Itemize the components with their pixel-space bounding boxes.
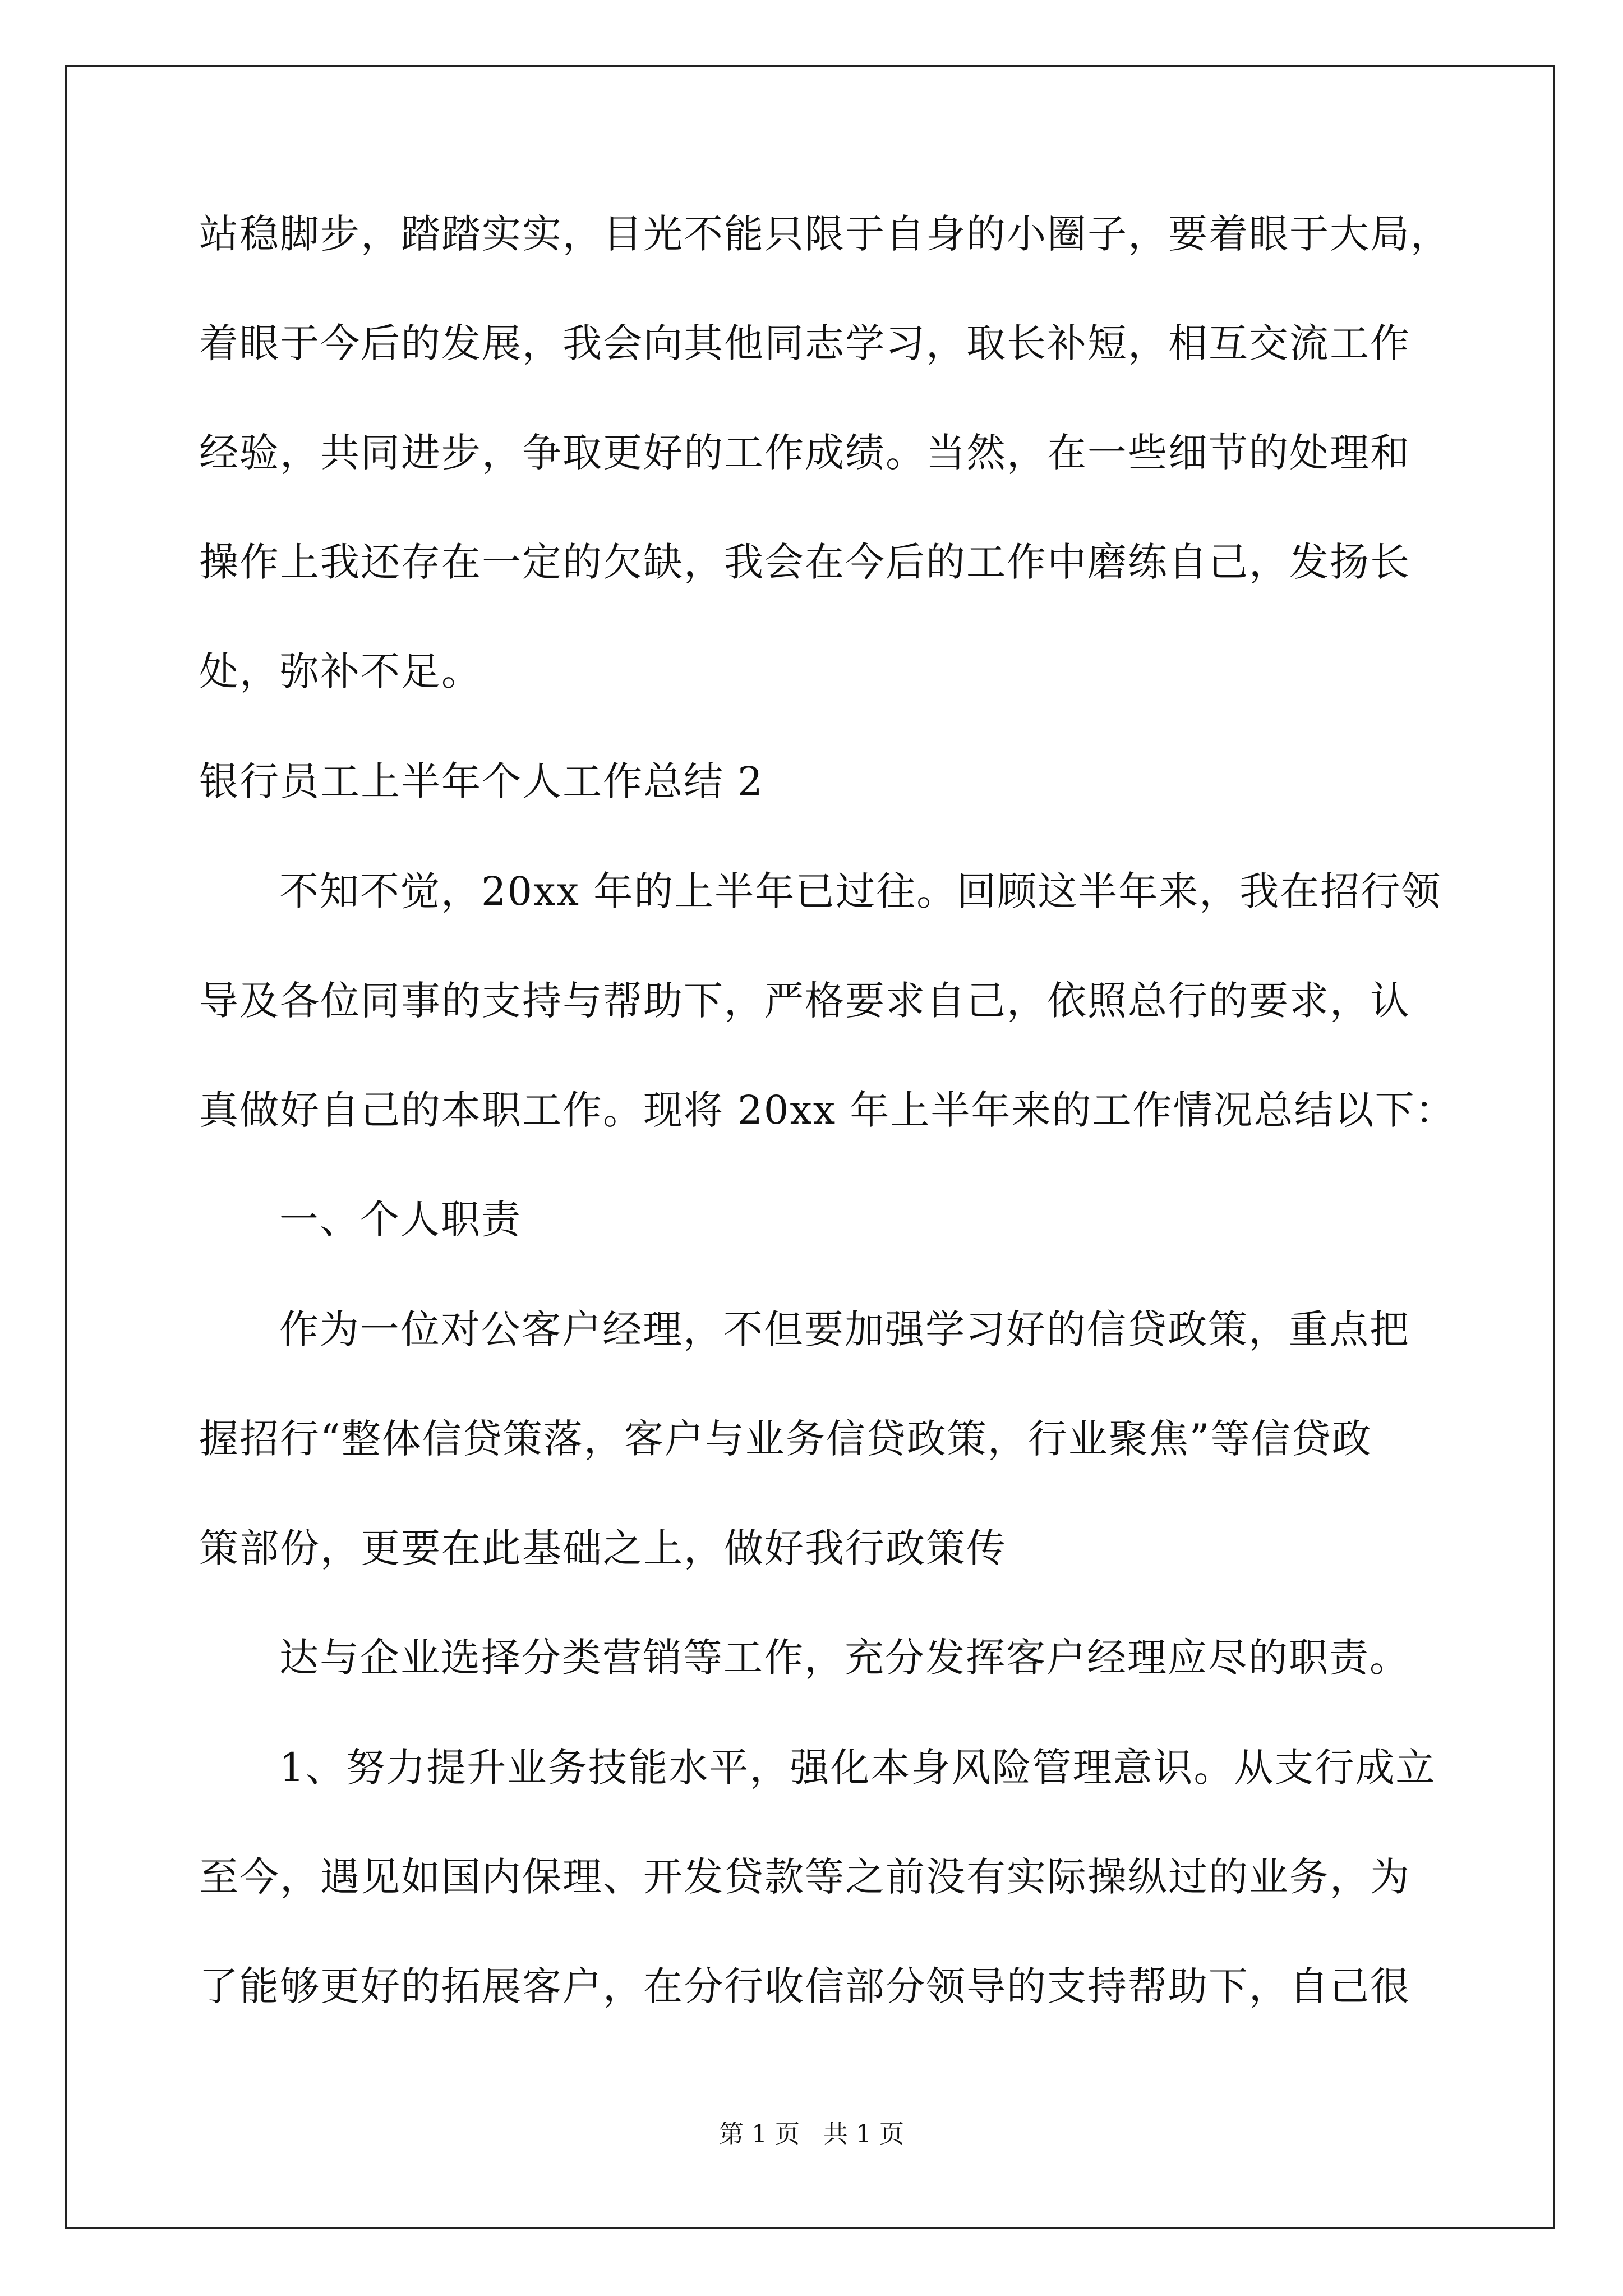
paragraph-line: 作为一位对公客户经理，不但要加强学习好的信贷政策，重点把 — [279, 1306, 1410, 1352]
paragraph-line: 达与企业选择分类营销等工作，充分发挥客户经理应尽的职责。 — [279, 1635, 1410, 1681]
paragraph-line: 导及各位同事的支持与帮助下，严格要求自己，依照总行的要求，认 — [199, 978, 1410, 1024]
paragraph-line: 不知不觉，20xx 年的上半年已过往。回顾这半年来，我在招行领 — [279, 868, 1442, 914]
section-title: 银行员工上半年个人工作总结 2 — [199, 758, 764, 804]
page-footer: 第 1 页 共 1 页 — [719, 2120, 904, 2148]
paragraph-line: 策部份，更要在此基础之上，做好我行政策传 — [199, 1525, 1007, 1571]
paragraph-line: 处，弥补不足。 — [199, 648, 482, 694]
subheading: 一、个人职责 — [279, 1197, 522, 1243]
paragraph-line: 操作上我还存在一定的欠缺，我会在今后的工作中磨练自己，发扬长 — [199, 539, 1410, 585]
paragraph-line: 至今，遇见如国内保理、开发贷款等之前没有实际操纵过的业务，为 — [199, 1854, 1410, 1900]
paragraph-line: 1、努力提升业务技能水平，强化本身风险管理意识。从支行成立 — [279, 1745, 1436, 1791]
paragraph-line: 站稳脚步，踏踏实实，目光不能只限于自身的小圈子，要着眼于大局， — [199, 211, 1451, 257]
paragraph-line: 了能够更好的拓展客户，在分行收信部分领导的支持帮助下，自己很 — [199, 1963, 1410, 2009]
paragraph-line: 握招行“整体信贷策落，客户与业务信贷政策，行业聚焦”等信贷政 — [199, 1416, 1372, 1462]
paragraph-line: 真做好自己的本职工作。现将 20xx 年上半年来的工作情况总结以下： — [199, 1087, 1456, 1133]
paragraph-line: 经验，共同进步，争取更好的工作成绩。当然，在一些细节的处理和 — [199, 430, 1410, 476]
paragraph-line: 着眼于今后的发展，我会向其他同志学习，取长补短，相互交流工作 — [199, 320, 1410, 366]
